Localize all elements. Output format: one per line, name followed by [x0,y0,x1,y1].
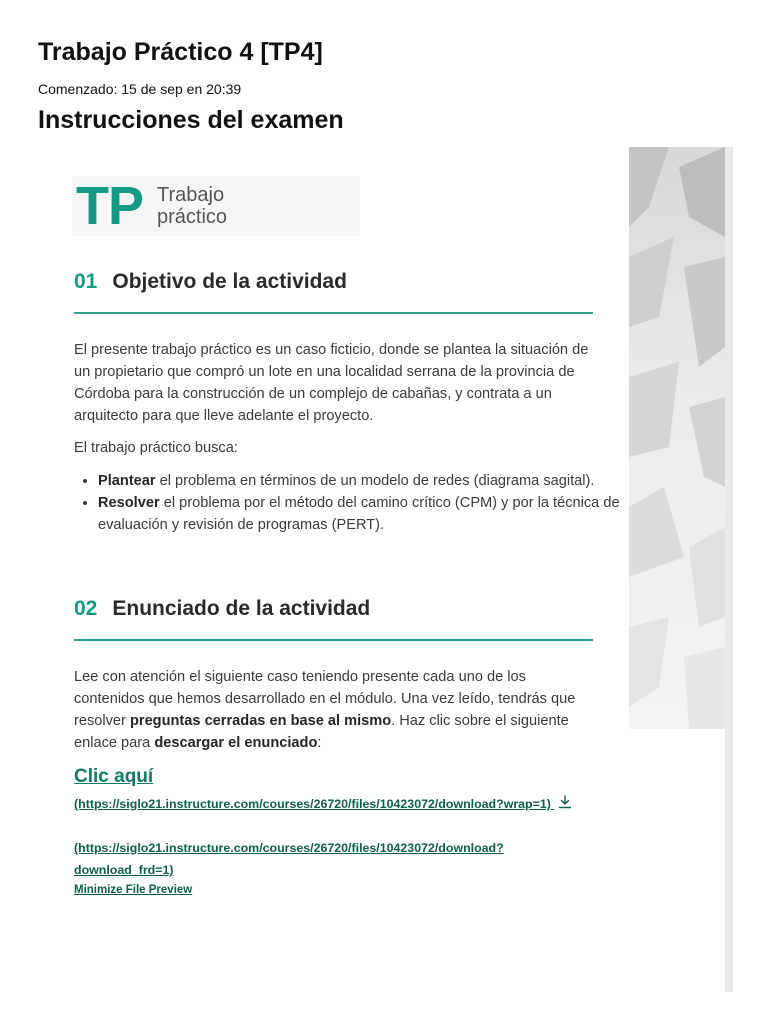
list-item [98,470,620,492]
section-2-text-1: Lee con atención el siguiente caso teniendo presente cada uno de los contenidos que hemos desarrollado en el módulo. Una vez leído, tendrás que resolver [74,669,576,729]
tp-logo-word-2: práctico [157,206,228,228]
bullet-2-text: el problema por el método del camino crítico (CPM) y por la técnica de evaluación y revisión de programas (PERT). [98,495,620,533]
section-1-title: Objetivo de la actividad [112,270,347,293]
section-2-heading [74,597,370,621]
section-2-paragraph [74,666,596,754]
scrollbar-track[interactable] [725,147,733,992]
section-1-paragraph: El presente trabajo práctico es un caso ficticio, donde se plantea la situación de un propietario que compró un lote en una localidad serrana de la provincia de Córdoba para la construcción de un complejo de cabañas, y contrata a un arquitecto para que lleve adelante el proyecto. [74,342,589,424]
section-2-divider [74,639,593,641]
tp-banner [72,176,360,236]
file-preview-link[interactable] [74,793,574,816]
tp-logo-words [157,184,227,228]
section-1-intro: El trabajo práctico busca: [74,440,238,456]
download-icon[interactable] [558,794,572,816]
section-2-text-3: : [317,735,322,751]
file-download-link[interactable]: (https://siglo21.instructure.com/courses/26720/files/10423072/download?download_frd=1) [74,841,504,877]
section-2-title: Enunciado de la actividad [112,597,371,620]
started-timestamp: Comenzado: 15 de sep en 20:39 [38,81,242,97]
section-2-number: 02 [74,597,98,620]
section-2-bold-2: descargar el enunciado [154,735,318,751]
bullet-1-text: el problema en términos de un modelo de redes (diagrama sagital). [155,473,595,489]
clic-aqui-link[interactable]: Clic aquí [74,766,154,787]
tp-logo-word-1: Trabajo [157,184,225,206]
bullet-2-bold: Resolver [98,495,160,511]
section-1-heading [74,270,347,294]
tp-logo-letters: TP [76,176,144,236]
section-2-text-2: . Haz clic sobre el siguiente enlace para [74,713,569,751]
file-preview-url[interactable]: (https://siglo21.instructure.com/courses/26720/files/10423072/download?wrap=1) [74,797,551,811]
page-title: Trabajo Práctico 4 [TP4] [38,38,323,66]
section-1-divider [74,312,593,314]
bullet-1-bold: Plantear [98,473,156,489]
instructions-title: Instrucciones del examen [38,106,344,134]
objectives-list [74,470,620,536]
section-1-number: 01 [74,270,98,293]
minimize-file-preview-link[interactable]: Minimize File Preview [74,884,193,896]
decorative-side-image [629,147,725,729]
list-item [98,492,620,536]
section-2-bold-1: preguntas cerradas en base al mismo [129,713,392,729]
